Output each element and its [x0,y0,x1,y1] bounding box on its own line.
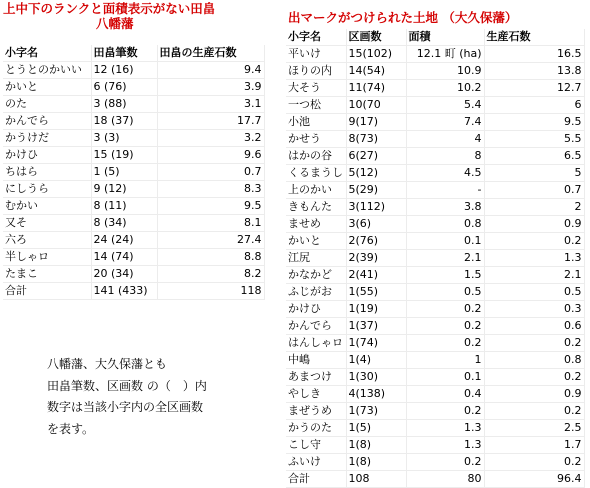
table-cell: 1.5 [406,267,484,284]
table-row [286,216,584,233]
table-cell: 118 [157,283,264,300]
table-cell: 0.7 [484,182,584,199]
table-cell: - [406,182,484,199]
table-cell: 11(74) [346,80,406,97]
table-row [3,147,264,164]
table-cell: やしき [286,386,346,403]
column-header: 生産石数 [484,29,584,46]
table-cell: 4.5 [406,165,484,182]
table-cell: かんでら [3,113,91,130]
table-cell: ませめ [286,216,346,233]
table-row [286,165,584,182]
left-subtitle: 八幡藩 [96,16,134,31]
table-row [286,318,584,335]
table-row [3,130,264,147]
table-row [286,284,584,301]
table-row [3,215,264,232]
table-cell: かうのた [286,420,346,437]
right-title: 出マークがつけられた土地 （大久保藩） [288,10,518,25]
table-cell: 20 (34) [91,266,157,283]
table-cell: 9.5 [484,114,584,131]
table-cell: 0.2 [406,454,484,471]
table-row [286,233,584,250]
table-cell: 5(29) [346,182,406,199]
table-cell: 8.3 [157,181,264,198]
table-cell: 3.8 [406,199,484,216]
table-cell: 24 (24) [91,232,157,249]
table-cell: 1(55) [346,284,406,301]
table-row [286,335,584,352]
table-cell: 0.4 [406,386,484,403]
table-row [3,113,264,130]
table-row [286,386,584,403]
table-row [286,454,584,471]
table-cell: 1(5) [346,420,406,437]
table-cell: 1.3 [406,420,484,437]
table-cell: 1.3 [406,437,484,454]
table-cell: にしうら [3,181,91,198]
table-cell: 1(8) [346,437,406,454]
table-cell: かうけだ [3,130,91,147]
table-cell: はんしゃロ [286,335,346,352]
table-cell: 3(112) [346,199,406,216]
table-cell: かいと [3,79,91,96]
table-cell: 0.1 [406,233,484,250]
table-row [286,97,584,114]
table-cell: 10.9 [406,63,484,80]
table-row [3,198,264,215]
table-row [286,148,584,165]
column-header: 田畠筆数 [91,45,157,62]
table-cell: 半しゃロ [3,249,91,266]
table-cell: 上のかい [286,182,346,199]
table-cell: 8.8 [157,249,264,266]
table-cell: 9 (12) [91,181,157,198]
table-cell: 0.2 [406,318,484,335]
table-cell: 2(76) [346,233,406,250]
table-cell: 合計 [3,283,91,300]
table-cell: 5(12) [346,165,406,182]
table-cell: 3.2 [157,130,264,147]
table-cell: 0.5 [406,284,484,301]
table-cell: ちはら [3,164,91,181]
table-header-row [286,29,584,46]
table-cell: 0.2 [484,233,584,250]
table-row [3,96,264,113]
column-header: 区画数 [346,29,406,46]
table-cell: ほりの内 [286,63,346,80]
table-cell: 12 (16) [91,62,157,79]
table-row [3,266,264,283]
table-cell: 9.6 [157,147,264,164]
table-cell: まぜうめ [286,403,346,420]
table-cell: 1(37) [346,318,406,335]
table-row [286,437,584,454]
table-row [286,114,584,131]
table-cell: 1(73) [346,403,406,420]
table-cell: 8 (11) [91,198,157,215]
table-cell: 8.1 [157,215,264,232]
table-row [286,403,584,420]
table-cell: 16.5 [484,46,584,63]
footnote-line: を表す。 [47,421,95,436]
table-row [286,80,584,97]
table-row [286,352,584,369]
table-cell: 0.2 [484,454,584,471]
table-cell: 2 [484,199,584,216]
table-cell: 9.4 [157,62,264,79]
table-cell: 8 [406,148,484,165]
table-cell: きもんた [286,199,346,216]
table-cell: 5 [484,165,584,182]
table-cell: 0.7 [157,164,264,181]
table-cell: 12.1 町 (ha) [406,46,484,63]
table-cell: 10(70 [346,97,406,114]
table-cell: 1(4) [346,352,406,369]
table-cell: 13.8 [484,63,584,80]
table-cell: かけひ [3,147,91,164]
table-cell: 3 (3) [91,130,157,147]
table-cell: 0.3 [484,301,584,318]
table-cell: 6.5 [484,148,584,165]
table-cell: くるまうし [286,165,346,182]
table-row [286,369,584,386]
table-row [3,283,264,300]
table-cell: 3.9 [157,79,264,96]
table-row [286,471,584,488]
table-cell: 3(6) [346,216,406,233]
table-row [286,199,584,216]
table-cell: 14 (74) [91,249,157,266]
table-cell: 1(30) [346,369,406,386]
table-row [3,181,264,198]
column-header: 小字名 [286,29,346,46]
table-cell: 15(102) [346,46,406,63]
table-cell: 8 (34) [91,215,157,232]
table-cell: 17.7 [157,113,264,130]
table-cell: ふいけ [286,454,346,471]
table-cell: 4(138) [346,386,406,403]
table-cell: 5.5 [484,131,584,148]
table-cell: 2.1 [406,250,484,267]
column-header: 面積 [406,29,484,46]
table-row [286,46,584,63]
table-cell: 0.2 [484,335,584,352]
table-cell: 1(8) [346,454,406,471]
table-cell: 1 (5) [91,164,157,181]
table-cell: 15 (19) [91,147,157,164]
table-cell: 0.8 [484,352,584,369]
table-cell: あまつけ [286,369,346,386]
table-row [286,267,584,284]
table-cell: 96.4 [484,471,584,488]
table-row [286,131,584,148]
table-cell: 合計 [286,471,346,488]
footnote-line: 数字は当該小字内の全区画数 [47,400,204,414]
table-cell: とうとのかいい [3,62,91,79]
table-cell: 0.9 [484,216,584,233]
table-cell: かいと [286,233,346,250]
table-cell: 2.1 [484,267,584,284]
table-cell: のた [3,96,91,113]
footnote [47,354,207,440]
table-cell: 8(73) [346,131,406,148]
table-row [286,420,584,437]
table-cell: かなかど [286,267,346,284]
table-cell: 2.5 [484,420,584,437]
table-cell: 3.1 [157,96,264,113]
table-cell: 1.7 [484,437,584,454]
table-cell: 0.6 [484,318,584,335]
table-cell: 18 (37) [91,113,157,130]
table-cell: 1(74) [346,335,406,352]
table-cell: 0.2 [406,335,484,352]
table-cell: 12.7 [484,80,584,97]
table-cell: 2(39) [346,250,406,267]
table-cell: 1(19) [346,301,406,318]
table-cell: 5.4 [406,97,484,114]
table-cell: ふじがお [286,284,346,301]
table-row [3,62,264,79]
footnote-line: 八幡藩、大久保藩とも [47,357,168,371]
table-header-row [3,45,264,62]
table-row [286,182,584,199]
table-cell: 0.8 [406,216,484,233]
table-cell: 3 (88) [91,96,157,113]
table-cell: 6(27) [346,148,406,165]
table-cell: こし守 [286,437,346,454]
table-cell: 0.5 [484,284,584,301]
table-cell: 1.3 [484,250,584,267]
table-cell: 0.2 [484,369,584,386]
left-table [3,45,265,300]
table-cell: 108 [346,471,406,488]
table-cell: 9(17) [346,114,406,131]
table-cell: 一つ松 [286,97,346,114]
table-cell: 六ろ [3,232,91,249]
table-cell: かんでら [286,318,346,335]
table-cell: 江尻 [286,250,346,267]
table-cell: 9.5 [157,198,264,215]
table-cell: はかの谷 [286,148,346,165]
table-cell: 0.9 [484,386,584,403]
table-cell: 小池 [286,114,346,131]
table-cell: 平いけ [286,46,346,63]
table-cell: かけひ [286,301,346,318]
left-title: 上中下のランクと面積表示がない田畠 [3,1,216,16]
right-table [286,29,585,488]
table-cell: 80 [406,471,484,488]
table-cell: 0.2 [406,403,484,420]
table-row [3,79,264,96]
table-cell: 4 [406,131,484,148]
column-header: 小字名 [3,45,91,62]
table-cell: 14(54) [346,63,406,80]
table-cell: 10.2 [406,80,484,97]
table-cell: 6 (76) [91,79,157,96]
table-cell: 大そう [286,80,346,97]
table-cell: 7.4 [406,114,484,131]
footnote-line: 田畠筆数、区画数 の（ ）内 [47,378,207,393]
table-cell: 又そ [3,215,91,232]
table-row [3,249,264,266]
table-cell: 2(41) [346,267,406,284]
table-cell: 0.2 [484,403,584,420]
table-row [3,232,264,249]
table-row [286,301,584,318]
table-row [286,250,584,267]
table-row [3,164,264,181]
table-cell: 1 [406,352,484,369]
table-cell: 0.1 [406,369,484,386]
table-cell: むかい [3,198,91,215]
column-header: 田畠の生産石数 [157,45,264,62]
table-cell: 0.2 [406,301,484,318]
table-cell: 6 [484,97,584,114]
table-cell: 8.2 [157,266,264,283]
table-row [286,63,584,80]
table-cell: 141 (433) [91,283,157,300]
table-cell: かせう [286,131,346,148]
table-cell: 27.4 [157,232,264,249]
table-cell: 中嶋 [286,352,346,369]
table-cell: たまこ [3,266,91,283]
